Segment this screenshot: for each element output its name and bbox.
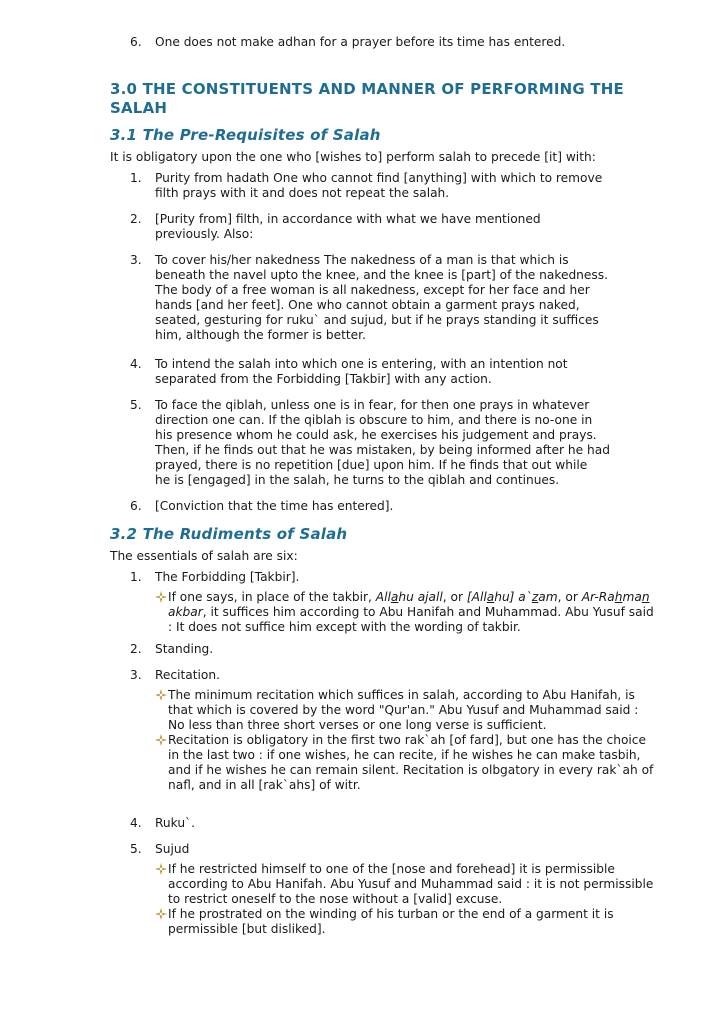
line: beneath the navel upto the knee, and the knee is [part] of the nakedness. bbox=[155, 268, 608, 282]
item-number: 4. bbox=[130, 357, 142, 371]
prereq-list-item-5 bbox=[110, 398, 690, 488]
line: according to Abu Hanifah. Abu Yusuf and Muhammad said : it is not permissible bbox=[168, 877, 654, 891]
line: The body of a free woman is all nakedness, except for her face and her bbox=[155, 283, 590, 297]
line: To intend the salah into which one is entering, with an intention not bbox=[155, 357, 568, 371]
line: If he restricted himself to one of the [nose and forehead] it is permissible bbox=[168, 862, 615, 876]
rudiment-item-3 bbox=[110, 668, 690, 793]
line: To face the qiblah, unless one is in fear, for then one prays in whatever bbox=[155, 398, 590, 412]
line: No less than three short verses or one long verse is sufficient. bbox=[168, 718, 547, 732]
line: To cover his/her nakedness The nakedness of a man is that which is bbox=[155, 253, 569, 267]
item-text: Standing. bbox=[155, 642, 214, 656]
prereq-list-item-3 bbox=[110, 253, 690, 343]
item-text: One does not make adhan for a prayer before its time has entered. bbox=[155, 35, 566, 49]
rudiment-item-4 bbox=[110, 816, 690, 831]
item-number: 2. bbox=[130, 212, 142, 226]
item-number: 2. bbox=[130, 642, 142, 656]
line: nafl, and in all [rak`ahs] of witr. bbox=[168, 778, 361, 792]
item-number: 5. bbox=[130, 842, 142, 856]
line: him, although the former is better. bbox=[155, 328, 366, 342]
line: hands [and her feet]. One who cannot obtain a garment prays naked, bbox=[155, 298, 580, 312]
prereq-list-item-2 bbox=[110, 212, 690, 242]
line: The minimum recitation which suffices in salah, according to Abu Hanifah, is bbox=[168, 688, 635, 702]
line: prayed, there is no repetition [due] upon him. If he finds that out while bbox=[155, 458, 588, 472]
diamond-flower-bullet-icon bbox=[155, 734, 167, 746]
line: Then, if he finds out that he was mistaken, by being informed after he had bbox=[155, 443, 610, 457]
sub-bullet-item bbox=[155, 907, 690, 937]
line: that which is covered by the word "Qur'an." Abu Yusuf and Muhammad said : bbox=[168, 703, 639, 717]
item-number: 1. bbox=[130, 570, 142, 584]
line: : It does not suffice him except with the wording of takbir. bbox=[168, 620, 521, 634]
line: and if he wishes he can remain silent. Recitation is olbgatory in every rak`ah of bbox=[168, 763, 654, 777]
list-item bbox=[110, 171, 690, 201]
sub-bullet-item bbox=[155, 688, 690, 733]
line: Recitation is obligatory in the first two rak`ah [of fard], but one has the choice bbox=[168, 733, 647, 747]
line: If one says, in place of the takbir, Allahu ajall, or [Allahu] a`zam, or Ar-Rahman bbox=[168, 590, 650, 604]
item-number: 3. bbox=[130, 668, 142, 682]
item-number: 6. bbox=[130, 35, 142, 49]
line: Purity from hadath One who cannot find [anything] with which to remove bbox=[155, 171, 603, 185]
line: If he prostrated on the winding of his turban or the end of a garment it is bbox=[168, 907, 614, 921]
line: direction one can. If the qiblah is obscure to him, and there is no-one in bbox=[155, 413, 593, 427]
line: previously. Also: bbox=[155, 227, 254, 241]
section-intro-prereq: It is obligatory upon the one who [wishes to] perform salah to precede [it] with: bbox=[110, 150, 596, 164]
diamond-flower-bullet-icon bbox=[155, 908, 167, 920]
sub-bullet-item bbox=[155, 862, 690, 907]
item-text: The Forbidding [Takbir]. bbox=[155, 570, 300, 584]
list-item bbox=[110, 570, 690, 635]
section-intro-rudiments: The essentials of salah are six: bbox=[110, 549, 298, 563]
item-number: 5. bbox=[130, 398, 142, 412]
line: permissible [but disliked]. bbox=[168, 922, 326, 936]
line: [Conviction that the time has entered]. bbox=[155, 499, 394, 513]
line: filth prays with it and does not repeat the salah. bbox=[155, 186, 450, 200]
line: he is [engaged] in the salah, he turns to the qiblah and continues. bbox=[155, 473, 560, 487]
line: akbar, it suffices him according to Abu Hanifah and Muhammad. Abu Yusuf said bbox=[168, 605, 654, 619]
sub-bullet-item bbox=[155, 590, 690, 635]
list-item bbox=[110, 357, 690, 387]
rudiment-item-1 bbox=[110, 570, 690, 635]
prereq-list-item-6 bbox=[110, 499, 690, 514]
line: his presence whom he could ask, he exercises his judgement and prays. bbox=[155, 428, 597, 442]
list-item bbox=[110, 253, 690, 343]
diamond-flower-bullet-icon bbox=[155, 689, 167, 701]
list-item bbox=[110, 668, 690, 793]
line: separated from the Forbidding [Takbir] with any action. bbox=[155, 372, 492, 386]
prereq-list-item-1 bbox=[110, 171, 690, 201]
item-number: 3. bbox=[130, 253, 142, 267]
rudiment-item-5 bbox=[110, 842, 690, 937]
item-number: 4. bbox=[130, 816, 142, 830]
line: to restrict oneself to the nose without a [valid] excuse. bbox=[168, 892, 503, 906]
item-text: Ruku`. bbox=[155, 816, 196, 830]
item-number: 6. bbox=[130, 499, 142, 513]
list-item bbox=[110, 398, 690, 488]
list-item bbox=[110, 816, 690, 831]
list-item bbox=[110, 842, 690, 937]
diamond-flower-bullet-icon bbox=[155, 863, 167, 875]
rudiment-item-2 bbox=[110, 642, 690, 657]
prereq-list-item-4 bbox=[110, 357, 690, 387]
line: in the last two : if one wishes, he can recite, if he wishes he can make tasbih, bbox=[168, 748, 641, 762]
line: seated, gesturing for ruku` and sujud, but if he prays standing it suffices bbox=[155, 313, 599, 327]
list-item bbox=[110, 212, 690, 242]
list-item bbox=[110, 499, 690, 514]
list-item bbox=[110, 35, 690, 50]
top-list bbox=[110, 35, 690, 50]
section-title-prereq: 3.1 The Pre-Requisites of Salah bbox=[110, 126, 381, 144]
diamond-flower-bullet-icon bbox=[155, 591, 167, 603]
item-number: 1. bbox=[130, 171, 142, 185]
sub-bullet-item bbox=[155, 733, 690, 793]
main-heading: 3.0 THE CONSTITUENTS AND MANNER OF PERFORMING THE SALAH bbox=[110, 80, 624, 117]
section-title-rudiments: 3.2 The Rudiments of Salah bbox=[110, 525, 348, 543]
list-item bbox=[110, 642, 690, 657]
item-text: Sujud bbox=[155, 842, 190, 856]
item-text: Recitation. bbox=[155, 668, 220, 682]
line: [Purity from] filth, in accordance with what we have mentioned bbox=[155, 212, 541, 226]
